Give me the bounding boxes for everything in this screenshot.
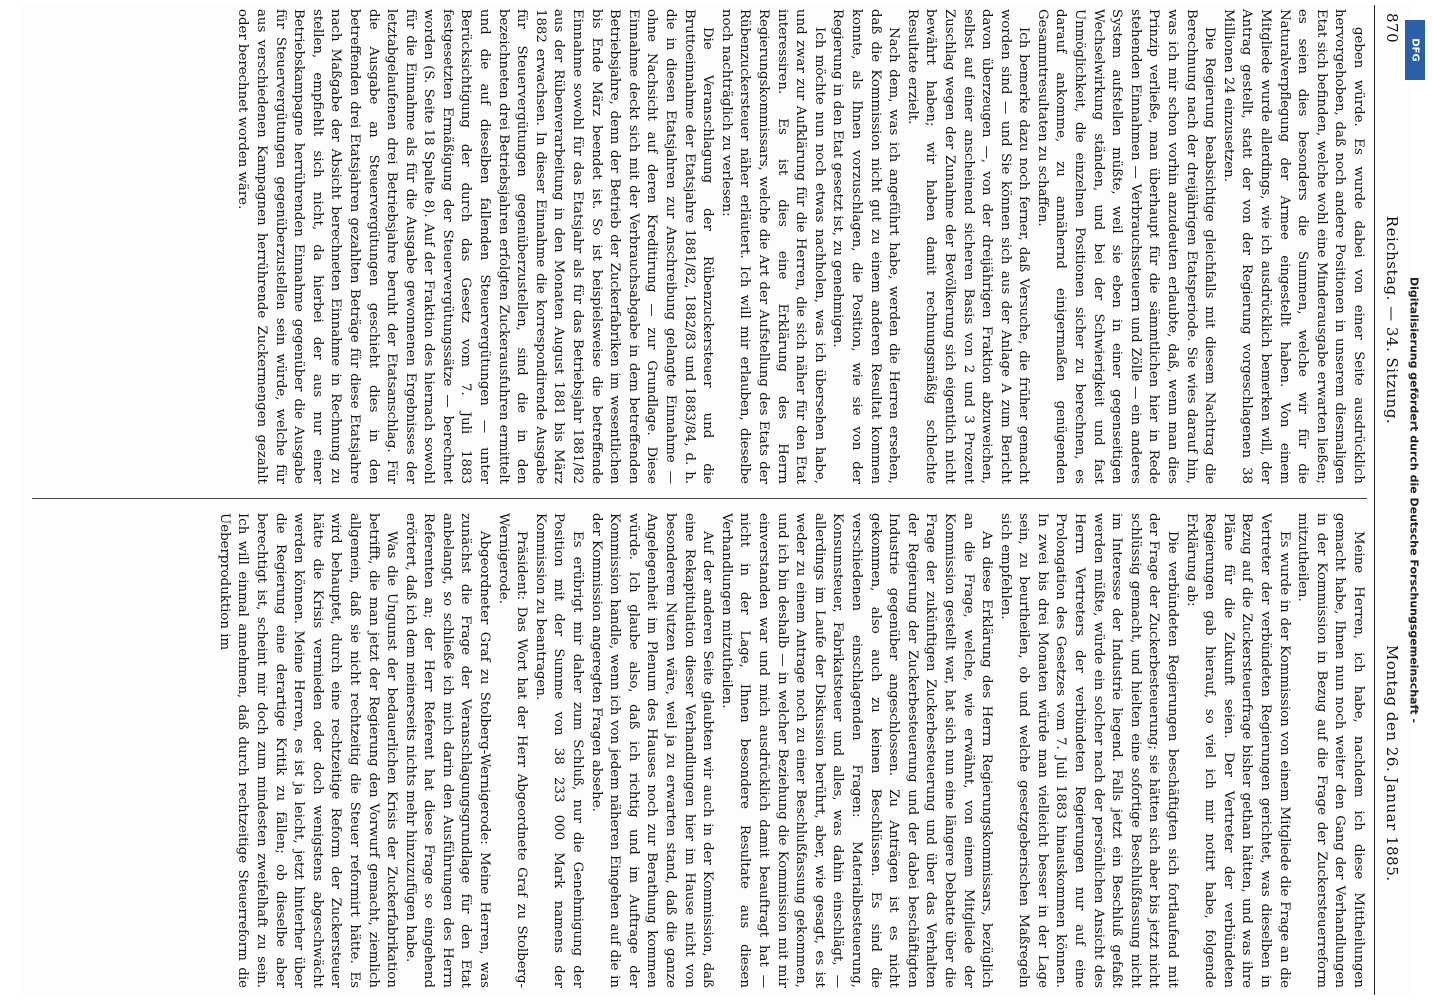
paragraph: Ich bemerke dazu noch ferner, daß Versuche, die früher gemacht worden sind — und Sie können sich aus der Anlage A zum Bericht davon überzeugen —, von der dreijährigen Fraktion abzuweichen, selbst auf einer anscheinend sicheren Basis von 2 und 3 Prozent Zuschlag wegen der Zunahme der Bevölkerung sich eigentlich nicht bewährt haben; wir haben damit rechnungsmäßig schlechte Resultate erzielt. (904, 9, 1032, 484)
page-number: 870 (1383, 13, 1401, 44)
session-date: Montag den 26. Januar 1885. (1383, 645, 1401, 882)
paragraph: Es erübrigt mir daher zum Schluß, nur die Genehmigung der Position mit der Summe von 38 233 000 Mark namens der Kommission zu beantragen. (532, 513, 586, 988)
paragraph: Die Veranschlagung der Rübenzuckersteuer und die Bruttoeinnahme der Etatsjahre 1881/82, 1882/83 und 1883/84, d. h. die in diesen Etatsjahren zur Anschreibung gelangte Einnahme — ohne Nachsicht auf deren Kreditirung — zur Grundlage. Diese Einnahme deckt sich mit der Verbrauchsabgabe in dem betreffenden Betriebsjahre, denn der Betrieb der Zuckerfabriken im wesentlichen bis Ende März beendet ist. So ist beispielsweise die betreffende Einnahme sowohl für das Etatsjahr als für das Betriebsjahr 1881/82 aus der Rübenverarbeitung in den Monaten August 1881 bis März 1882 erwachsen. In dieser Einnahme die korrespondirende Ausgabe für Steuervergütungen gegenüberzustellen, sind die in den bezeichneten drei Betriebsjahren erfolgten Zuckerausfuhren ermittelt und die auf dieselben fallenden Steuervergütungen — unter Berücksichtigung der durch das Gesetz vom 7. Juli 1883 festgesetzten Ermäßigung der Steuervergütungssätze — berechnet worden (S. Seite 18 Spalte 8). Auf der Fraktion des hiernach sowohl für die Einnahme als für die Ausgabe gewonnenen Ergebnisses der letztabgelaufenen drei Betriebsjahre beruht der Etatsanschlag. Für die Ausgabe an Steuervergütungen geschieht dies in den betreffenden drei Etatsjahren gezahlten Beträge für diese Etatsjahre nach Maßgabe der Absicht berechneten Einnahme in Rechnung zu stellen, empfiehlt sich nicht, da hierbei der aus nur einer Betriebskampagne herrührenden Einnahme gegenüber die Ausgabe für Steuervergütungen gegenüberzustellen sein würde, welche für aus verschiedenen Kampagnen herrührende Zuckermengen gezahlt oder berechnet worden wäre. (235, 9, 716, 484)
session-title: Reichstag. — 34. Sitzung. (1383, 215, 1401, 425)
paragraph: Was die Ungunst der bedauerlichen Krisis der Zuckerfabrikation betrifft, die man jetzt der Regierung den Vorwurf gemacht, ziemlich allgemein, daß sie nicht rechtzeitig die Steuer reformirt hätte. Es wird behauptet, durch eine rechtzeitige Reform der Zuckersteuer hätte die Krisis vermieden oder doch wenigstens abgeschwächt werden können. Meine Herren, es ist ja leicht, jetzt hinterher über die Regierung eine derartige Kritik zu fällen; ob dieselbe aber berechtigt ist, scheint mir doch zum mindesten zweifelhaft zu sein. Ich will einmal annehmen, daß durch rechtzeitige Steuerreform die Ueberproduktion im (216, 513, 400, 988)
paragraph: Auf der anderen Seite glaubten wir auch in der Kommission, daß eine Rekapitulation dieser Verhandlungen hier im Hause nicht von besonderem Nutzen wäre, weil ja zu erwarten stand, daß die ganze Angelegenheit im Plenum des Hauses noch zur Berathung kommen würde. Ich glaube also, daß ich richtig und im Auftrage der Kommission handle, wenn ich von jedem näheren Eingehen auf die in der Kommission angeregten Fragen absehe. (588, 513, 716, 988)
scanned-page (21, 5, 1411, 995)
left-column (32, 9, 1367, 484)
paragraph: Meine Herren, ich habe, nachdem ich diese Mittheilungen gemacht habe, Ihnen nun noch weiter den Gang der Verhandlungen in der Kommission in Bezug auf die Frage der Zuckersteuerreform mitzutheilen. (1295, 513, 1366, 988)
paragraph: Ich möchte nun noch etwas nachholen, was ich übersehen habe, und zwar zur Aufklärung für die Herren, die sich näher für den Etat interessiren. Es ist dies eine Erklärung des Herrn Regierungskommissars, welche die Art der Aufstellung des Etats der Rübenzuckersteuer näher erläutert. Ich will mir erlauben, dieselbe noch nachträglich zu verlesen: (718, 9, 827, 484)
paragraph: geben würde. Es wurde dabei von einer Seite ausdrücklich hervorgehoben, daß noch andere Positionen in unserem diesmaligen Etat sich befinden, welche wohl eine Minderausgabe erwarten ließen; es seien dies besonders die Summen, welche wir für die Naturalverpflegung der Armee eingestellt haben. Von einem Mitgliede wurde allerdings, wie ich ausdrücklich bemerken will, der Antrag gestellt, statt der von der Regierung vorgeschlagenen 38 Millionen 24 einzusetzen. (1220, 9, 1366, 484)
paragraph: Es wurde in der Kommission von einem Mitgliede die Frage an die Vertreter der verbündeten Regierungen gerichtet, was dieselben in Bezug auf die Zuckersteuerfrage bisher gethan hätten, und was ihre Pläne für die Zukunft seien. Der Vertreter der verbündeten Regierungen gab hierauf, so viel ich mir notirt habe, folgende Erklärung ab: (1183, 513, 1292, 988)
watermark-text: Digitalisierung gefördert durch die Deutsche Forschungsgemeinschaft - (1407, 276, 1421, 724)
paragraph: Abgeordneter Graf zu Stolberg-Wernigerode: Meine Herren, was zunächst die Frage der Veranschlagungsgrundlage für den Etat anbelangt, so schließe ich mich darin den Ausführungen des Herrn Referenten an; der Herr Referent hat diese Frage so eingehend erörtert, daß ich dem meinerseits nichts mehr hinzuzufügen habe. (402, 513, 493, 988)
paragraph: An diese Erklärung des Herrn Regierungskommissars, bezüglich an die Frage, welche, wie erwähnt, von einem Mitgliede der Kommission gestellt war, hat sich nun eine längere Debatte über die Frage der zukünftigen Zuckerbesteuerung und über das Verhalten der Regierung der Zuckerbesteuerung und der dabei beschäftigten Industrie gegenüber angeschlossen. Zu Anträgen ist es nicht gekommen, also auch zu keinen Beschlüssen. Es sind die verschiedenen einschlagenden Fragen: Materialbesteuerung, Konsumsteuer, Fabrikatsteuer und alles, was dahin einschlägt, — allerdings im Laufe der Diskussion berührt, aber, wie gesagt, es ist weder zu einem Antrage noch zu einer Beschlußfassung gekommen, und ich bin deshalb — in welcher Beziehung die Kommission mit mir einverstanden war und mich ausdrücklich damit beauftragt hat — nicht in der Lage, Ihnen besondere Resultate aus diesen Verhandlungen mitzutheilen. (718, 513, 995, 988)
paragraph: Die verbündeten Regierungen beschäftigten sich fortlaufend mit der Frage der Zuckerbesteuerung; sie hätten sich aber bis jetzt nicht schlüssig gemacht, und hielten eine sofortige Beschlußfassung nicht im Interesse der Industrie liegend. Falls jetzt ein Beschluß gefaßt werden müßte, würde ein solcher nach der persönlichen Ansicht des Herrn Vertreters der verbündeten Regierungen nur auf eine Prolongation des Gesetzes vom 7. Juli 1883 hinauskommen können. In zwei bis drei Monaten würde man vielleicht besser in der Lage sein, zu beurtheilen, ob und welche gesetzgeberischen Maßregeln sich empfehlen. (997, 513, 1181, 988)
dfg-watermark (1402, 0, 1426, 1000)
paragraph: Nach dem, was ich angeführt habe, werden die Herren ersehen, daß die Kommission nicht gut zu einem anderen Resultat kommen konnte, als Ihnen vorzuschlagen, die Position, wie sie von der Regierung in den Etat gesetzt ist, zu genehmigen. (830, 9, 902, 484)
paragraph: Die Regierung beabsichtige gleichfalls mit diesem Nachtrag die Berechnung nach der dreijährigen Etatsperiode. Sie wies darauf hin, was ich mir schon vorhin anzudeuten erlaubte, daß, wenn man dies Prinzip verließe, man überhaupt für die sämmtlichen hier in Rede stehenden Einnahmen — Verbrauchssteuern und Zölle — ein anderes System aufstellen müßte, weil sie eben in einer gegenseitigen Wechselwirkung ständen, und bei der Schwierigkeit und fast Unmöglichkeit, die einzelnen Positionen sicher zu berechnen, es darauf ankomme, zu annähernd einigermaßen genügenden Gesammtresultaten zu schaffen. (1034, 9, 1218, 484)
column-divider (32, 498, 1367, 499)
paragraph: Präsident: Das Wort hat der Herr Abgeordnete Graf zu Stolberg-Wernigerode. (495, 513, 530, 988)
dfg-logo-text: DFG (1409, 38, 1421, 62)
right-column (32, 513, 1367, 988)
